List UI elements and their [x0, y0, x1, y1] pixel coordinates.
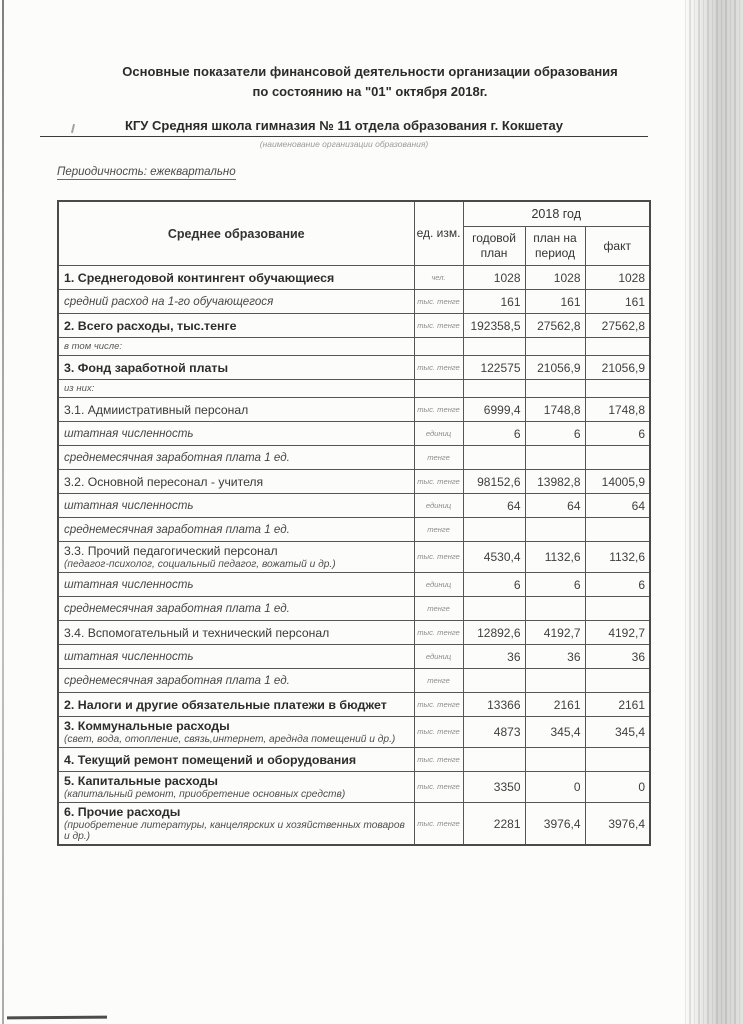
cell-fact: 14005,9: [585, 470, 650, 494]
table-row: [58, 446, 650, 470]
cell-period-plan: 21056,9: [525, 356, 585, 380]
table-row: [58, 597, 650, 621]
table-row: [58, 398, 650, 422]
row-sublabel: (капитальный ремонт, приобретение основных средств): [64, 789, 346, 800]
row-label: 6. Прочие расходы (приобретение литературы, канцелярских и хозяйственных товаров и др.): [58, 803, 414, 846]
cell-annual-plan: 122575: [463, 356, 525, 380]
cell-fact: 2161: [585, 693, 650, 717]
cell-period-plan: 13982,8: [525, 470, 585, 494]
bottom-edge-scan-artifact: [7, 1016, 107, 1020]
table-row: [58, 314, 650, 338]
unit-cell: тыс. тенге: [414, 314, 463, 338]
finance-table-body: [58, 266, 650, 846]
finance-table-header: [58, 201, 650, 266]
cell-period-plan: [525, 748, 585, 772]
left-edge-scan-artifact: [2, 0, 4, 1024]
cell-annual-plan: 36: [463, 645, 525, 669]
table-row: [58, 803, 650, 846]
cell-period-plan: 6: [525, 573, 585, 597]
cell-fact: 1748,8: [585, 398, 650, 422]
table-row: [58, 573, 650, 597]
header-year-group: 2018 год: [463, 201, 650, 227]
cell-period-plan: [525, 338, 585, 356]
cell-fact: [585, 669, 650, 693]
table-row: [58, 266, 650, 290]
header-section: Среднее образование: [58, 201, 414, 266]
row-label: 3.1. Адмиистративный персонал: [58, 398, 414, 422]
cell-period-plan: [525, 597, 585, 621]
cell-annual-plan: [463, 748, 525, 772]
row-sublabel: (свет, вода, отопление, связь,интернет, ареднда помещений и др.): [64, 734, 396, 745]
cell-fact: 6: [585, 422, 650, 446]
row-label: средний расход на 1-го обучающегося: [58, 290, 414, 314]
cell-period-plan: 27562,8: [525, 314, 585, 338]
unit-cell: тыс. тенге: [414, 693, 463, 717]
table-row: [58, 645, 650, 669]
cell-period-plan: 345,4: [525, 717, 585, 748]
cell-annual-plan: 6: [463, 422, 525, 446]
unit-cell: [414, 338, 463, 356]
finance-table: [57, 200, 651, 846]
cell-annual-plan: [463, 669, 525, 693]
table-row: [58, 772, 650, 803]
cell-period-plan: [525, 446, 585, 470]
cell-period-plan: [525, 380, 585, 398]
table-row: [58, 422, 650, 446]
header-annual-plan: годовой план: [463, 227, 525, 266]
unit-cell: тыс. тенге: [414, 290, 463, 314]
unit-cell: тыс. тенге: [414, 717, 463, 748]
row-label: штатная численность: [58, 645, 414, 669]
unit-cell: тенге: [414, 669, 463, 693]
unit-cell: тыс. тенге: [414, 470, 463, 494]
cell-period-plan: 1028: [525, 266, 585, 290]
unit-cell: тенге: [414, 597, 463, 621]
table-row: [58, 380, 650, 398]
row-label: среднемесячная заработная плата 1 ед.: [58, 597, 414, 621]
cell-fact: [585, 446, 650, 470]
cell-annual-plan: 1028: [463, 266, 525, 290]
table-row: [58, 542, 650, 573]
unit-cell: единиц: [414, 422, 463, 446]
row-label: 3.3. Прочий педагогический персонал (педагог-психолог, социальный педагог, вожатый и др.): [58, 542, 414, 573]
row-label: 2. Налоги и другие обязательные платежи в бюджет: [58, 693, 414, 717]
cell-period-plan: 161: [525, 290, 585, 314]
header-period-plan: план на период: [525, 227, 585, 266]
unit-cell: тыс. тенге: [414, 356, 463, 380]
table-row: [58, 356, 650, 380]
table-row: [58, 717, 650, 748]
row-label: 3.2. Основной пересонал - учителя: [58, 470, 414, 494]
cell-period-plan: [525, 518, 585, 542]
cell-annual-plan: [463, 380, 525, 398]
cell-annual-plan: 4530,4: [463, 542, 525, 573]
unit-cell: [414, 380, 463, 398]
row-label: 3. Фонд заработной платы: [58, 356, 414, 380]
cell-annual-plan: 6: [463, 573, 525, 597]
unit-cell: единиц: [414, 645, 463, 669]
cell-fact: 64: [585, 494, 650, 518]
cell-fact: 1132,6: [585, 542, 650, 573]
cell-fact: [585, 597, 650, 621]
cell-period-plan: 0: [525, 772, 585, 803]
table-row: [58, 290, 650, 314]
table-row: [58, 748, 650, 772]
cell-annual-plan: 6999,4: [463, 398, 525, 422]
unit-cell: тыс. тенге: [414, 542, 463, 573]
cell-period-plan: 2161: [525, 693, 585, 717]
cell-annual-plan: 13366: [463, 693, 525, 717]
row-label: 1. Среднегодовой контингент обучающиеся: [58, 266, 414, 290]
header-fact: факт: [585, 227, 650, 266]
cell-annual-plan: 161: [463, 290, 525, 314]
cell-fact: 6: [585, 573, 650, 597]
row-sublabel: (педагог-психолог, социальный педагог, вожатый и др.): [64, 559, 336, 570]
row-label: 3.4. Вспомогательный и технический персонал: [58, 621, 414, 645]
cell-annual-plan: 192358,5: [463, 314, 525, 338]
cell-period-plan: 3976,4: [525, 803, 585, 846]
row-label: среднемесячная заработная плата 1 ед.: [58, 669, 414, 693]
unit-cell: тыс. тенге: [414, 398, 463, 422]
row-label: 5. Капитальные расходы (капитальный ремонт, приобретение основных средств): [58, 772, 414, 803]
cell-annual-plan: 2281: [463, 803, 525, 846]
cell-annual-plan: 12892,6: [463, 621, 525, 645]
cell-fact: 36: [585, 645, 650, 669]
row-label: штатная численность: [58, 422, 414, 446]
table-row: [58, 669, 650, 693]
cell-annual-plan: 4873: [463, 717, 525, 748]
cell-period-plan: 64: [525, 494, 585, 518]
cell-period-plan: 1748,8: [525, 398, 585, 422]
table-row: [58, 621, 650, 645]
row-label: 2. Всего расходы, тыс.тенге: [58, 314, 414, 338]
cell-annual-plan: 98152,6: [463, 470, 525, 494]
row-label: 4. Текущий ремонт помещений и оборудования: [58, 748, 414, 772]
cell-fact: [585, 338, 650, 356]
unit-cell: тыс. тенге: [414, 772, 463, 803]
cell-period-plan: [525, 669, 585, 693]
cell-fact: 27562,8: [585, 314, 650, 338]
row-label: штатная численность: [58, 573, 414, 597]
unit-cell: тыс. тенге: [414, 803, 463, 846]
row-label: 3. Коммунальные расходы (свет, вода, отопление, связь,интернет, ареднда помещений и др.): [58, 717, 414, 748]
row-label: из них:: [58, 380, 414, 398]
unit-cell: тыс. тенге: [414, 621, 463, 645]
title-line-1: Основные показатели финансовой деятельности организации образования: [122, 64, 618, 79]
cell-period-plan: 36: [525, 645, 585, 669]
cell-annual-plan: [463, 446, 525, 470]
cell-fact: 161: [585, 290, 650, 314]
title-line-2: по состоянию на "01" октября 2018г.: [252, 84, 488, 100]
unit-cell: тенге: [414, 518, 463, 542]
table-row: [58, 338, 650, 356]
row-label: штатная численность: [58, 494, 414, 518]
cell-fact: [585, 518, 650, 542]
table-row: [58, 693, 650, 717]
cell-period-plan: 1132,6: [525, 542, 585, 573]
row-label: среднемесячная заработная плата 1 ед.: [58, 518, 414, 542]
unit-cell: тыс. тенге: [414, 748, 463, 772]
right-edge-scan-artifact: [685, 0, 743, 1024]
unit-cell: единиц: [414, 494, 463, 518]
cell-period-plan: 4192,7: [525, 621, 585, 645]
cell-annual-plan: [463, 597, 525, 621]
table-row: [58, 518, 650, 542]
unit-cell: чел.: [414, 266, 463, 290]
row-label: в том числе:: [58, 338, 414, 356]
cell-annual-plan: 64: [463, 494, 525, 518]
cell-annual-plan: 3350: [463, 772, 525, 803]
cell-fact: 1028: [585, 266, 650, 290]
organization-caption: (наименование организации образования): [259, 139, 429, 149]
page-title: [60, 62, 680, 102]
cell-fact: 3976,4: [585, 803, 650, 846]
cell-fact: 345,4: [585, 717, 650, 748]
cell-annual-plan: [463, 518, 525, 542]
organization-block: [40, 118, 648, 149]
organization-name: КГУ Средняя школа гимназия № 11 отдела образования г. Кокшетау: [40, 118, 648, 137]
row-sublabel: (приобретение литературы, канцелярских и хозяйственных товаров и др.): [64, 820, 405, 842]
cell-fact: 4192,7: [585, 621, 650, 645]
unit-cell: тенге: [414, 446, 463, 470]
table-row: [58, 494, 650, 518]
cell-fact: [585, 748, 650, 772]
cell-annual-plan: [463, 338, 525, 356]
periodicity-label: Периодичность: ежеквартально: [57, 166, 236, 178]
row-label: среднемесячная заработная плата 1 ед.: [58, 446, 414, 470]
cell-fact: [585, 380, 650, 398]
table-row: [58, 470, 650, 494]
header-unit: ед. изм.: [414, 201, 463, 266]
unit-cell: единиц: [414, 573, 463, 597]
cell-period-plan: 6: [525, 422, 585, 446]
cell-fact: 21056,9: [585, 356, 650, 380]
cell-fact: 0: [585, 772, 650, 803]
